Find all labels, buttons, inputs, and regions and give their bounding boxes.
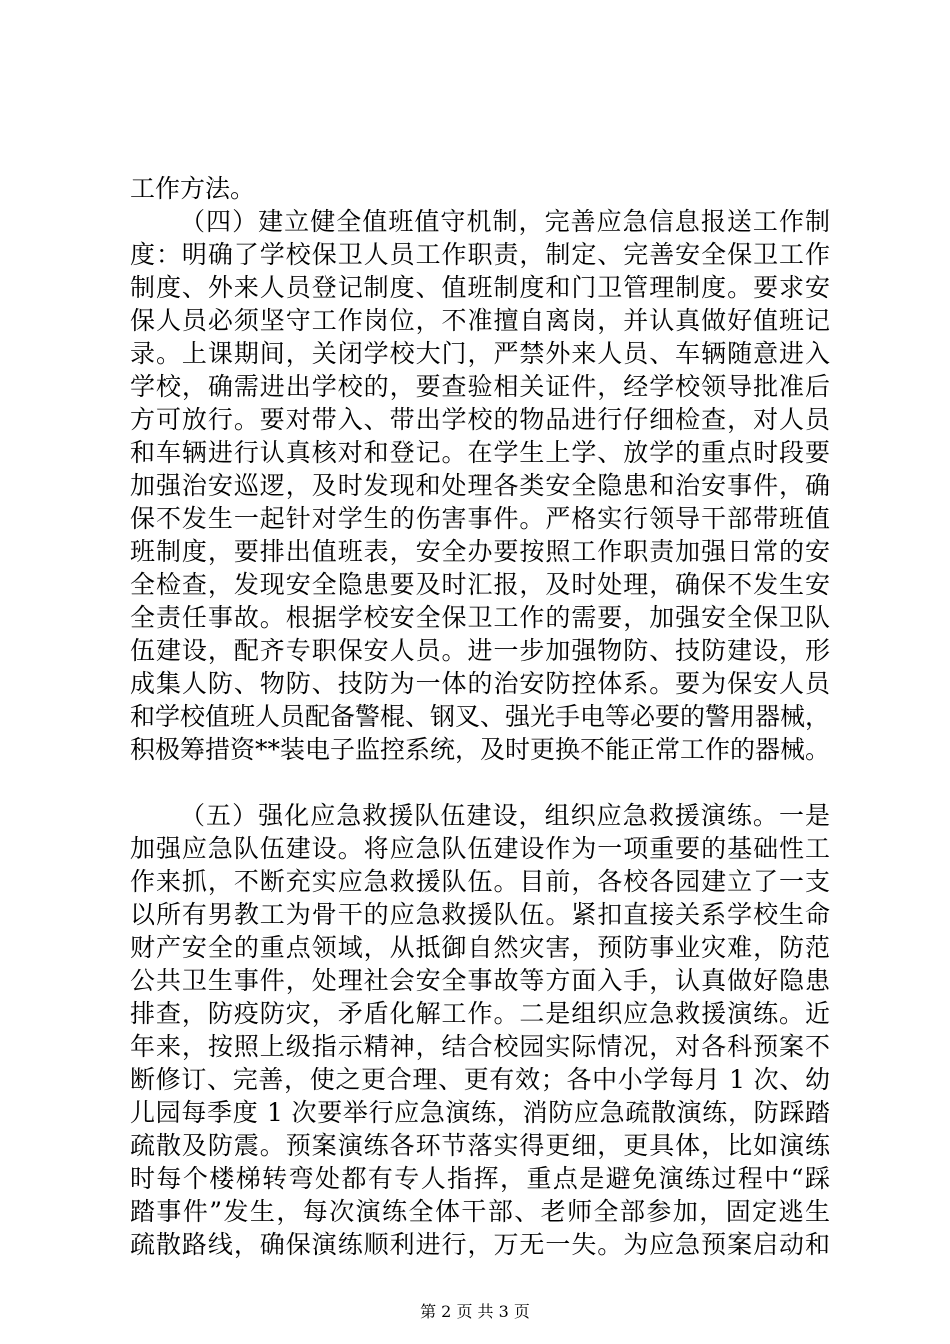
paragraph-line: 排查，防疫防灾，矛盾化解工作。二是组织应急救援演练。近 bbox=[130, 999, 830, 1028]
paragraph-line: 学校，确需进出学校的，要查验相关证件，经学校领导批准后 bbox=[130, 372, 830, 401]
paragraph-line: 成集人防、物防、技防为一体的治安防控体系。要为保安人员 bbox=[130, 669, 830, 698]
paragraph-line: 加强治安巡逻，及时发现和处理各类安全隐患和治安事件，确 bbox=[130, 471, 830, 500]
paragraph-line: 财产安全的重点领域，从抵御自然灾害，预防事业灾难，防范 bbox=[130, 933, 830, 962]
paragraph-line: 录。上课期间，关闭学校大门，严禁外来人员、车辆随意进入 bbox=[130, 339, 830, 368]
paragraph-line: 积极筹措资**装电子监控系统，及时更换不能正常工作的器械。 bbox=[130, 735, 831, 764]
paragraph-line: 制度、外来人员登记制度、值班制度和门卫管理制度。要求安 bbox=[130, 273, 830, 302]
paragraph-line: 踏事件”发生，每次演练全体干部、老师全部参加，固定逃生 bbox=[130, 1197, 830, 1226]
paragraph-line: 班制度，要排出值班表，安全办要按照工作职责加强日常的安 bbox=[130, 537, 830, 566]
paragraph-line: 以所有男教工为骨干的应急救援队伍。紧扣直接关系学校生命 bbox=[130, 900, 830, 929]
paragraph-line: 全责任事故。根据学校安全保卫工作的需要，加强安全保卫队 bbox=[130, 603, 830, 632]
paragraph-line: 全检查，发现安全隐患要及时汇报，及时处理，确保不发生安 bbox=[130, 570, 830, 599]
paragraph-line: 年来，按照上级指示精神，结合校园实际情况，对各科预案不 bbox=[130, 1032, 830, 1061]
paragraph-line: 伍建设，配齐专职保安人员。进一步加强物防、技防建设，形 bbox=[130, 636, 830, 665]
paragraph-line: 保不发生一起针对学生的伤害事件。严格实行领导干部带班值 bbox=[130, 504, 830, 533]
paragraph-line: （四）建立健全值班值守机制，完善应急信息报送工作制 bbox=[180, 207, 830, 236]
paragraph-line: 儿园每季度 1 次要举行应急演练，消防应急疏散演练，防踩踏 bbox=[130, 1098, 830, 1127]
paragraph-line: 疏散路线，确保演练顺利进行，万无一失。为应急预案启动和 bbox=[130, 1230, 830, 1259]
paragraph-line: 和车辆进行认真核对和登记。在学生上学、放学的重点时段要 bbox=[130, 438, 830, 467]
paragraph-line: 度：明确了学校保卫人员工作职责，制定、完善安全保卫工作 bbox=[130, 240, 830, 269]
paragraph-line: 加强应急队伍建设。将应急队伍建设作为一项重要的基础性工 bbox=[130, 834, 830, 863]
paragraph-line: 和学校值班人员配备警棍、钢叉、强光手电等必要的警用器械， bbox=[130, 702, 831, 731]
paragraph-line: 断修订、完善，使之更合理、更有效；各中小学每月 1 次、幼 bbox=[130, 1065, 830, 1094]
page-footer: 第 2 页 共 3 页 bbox=[420, 1302, 530, 1321]
paragraph-line: 方可放行。要对带入、带出学校的物品进行仔细检查，对人员 bbox=[130, 405, 830, 434]
paragraph-line: 作来抓，不断充实应急救援队伍。目前，各校各园建立了一支 bbox=[130, 867, 830, 896]
paragraph-line: 公共卫生事件，处理社会安全事故等方面入手，认真做好隐患 bbox=[130, 966, 830, 995]
paragraph-line: 保人员必须坚守工作岗位，不准擅自离岗，并认真做好值班记 bbox=[130, 306, 830, 335]
paragraph-line: 工作方法。 bbox=[130, 174, 256, 203]
paragraph-line: 时每个楼梯转弯处都有专人指挥，重点是避免演练过程中“踩 bbox=[130, 1164, 830, 1193]
paragraph-line: （五）强化应急救援队伍建设，组织应急救援演练。一是 bbox=[180, 801, 830, 830]
paragraph-line: 疏散及防震。预案演练各环节落实得更细，更具体，比如演练 bbox=[130, 1131, 830, 1160]
